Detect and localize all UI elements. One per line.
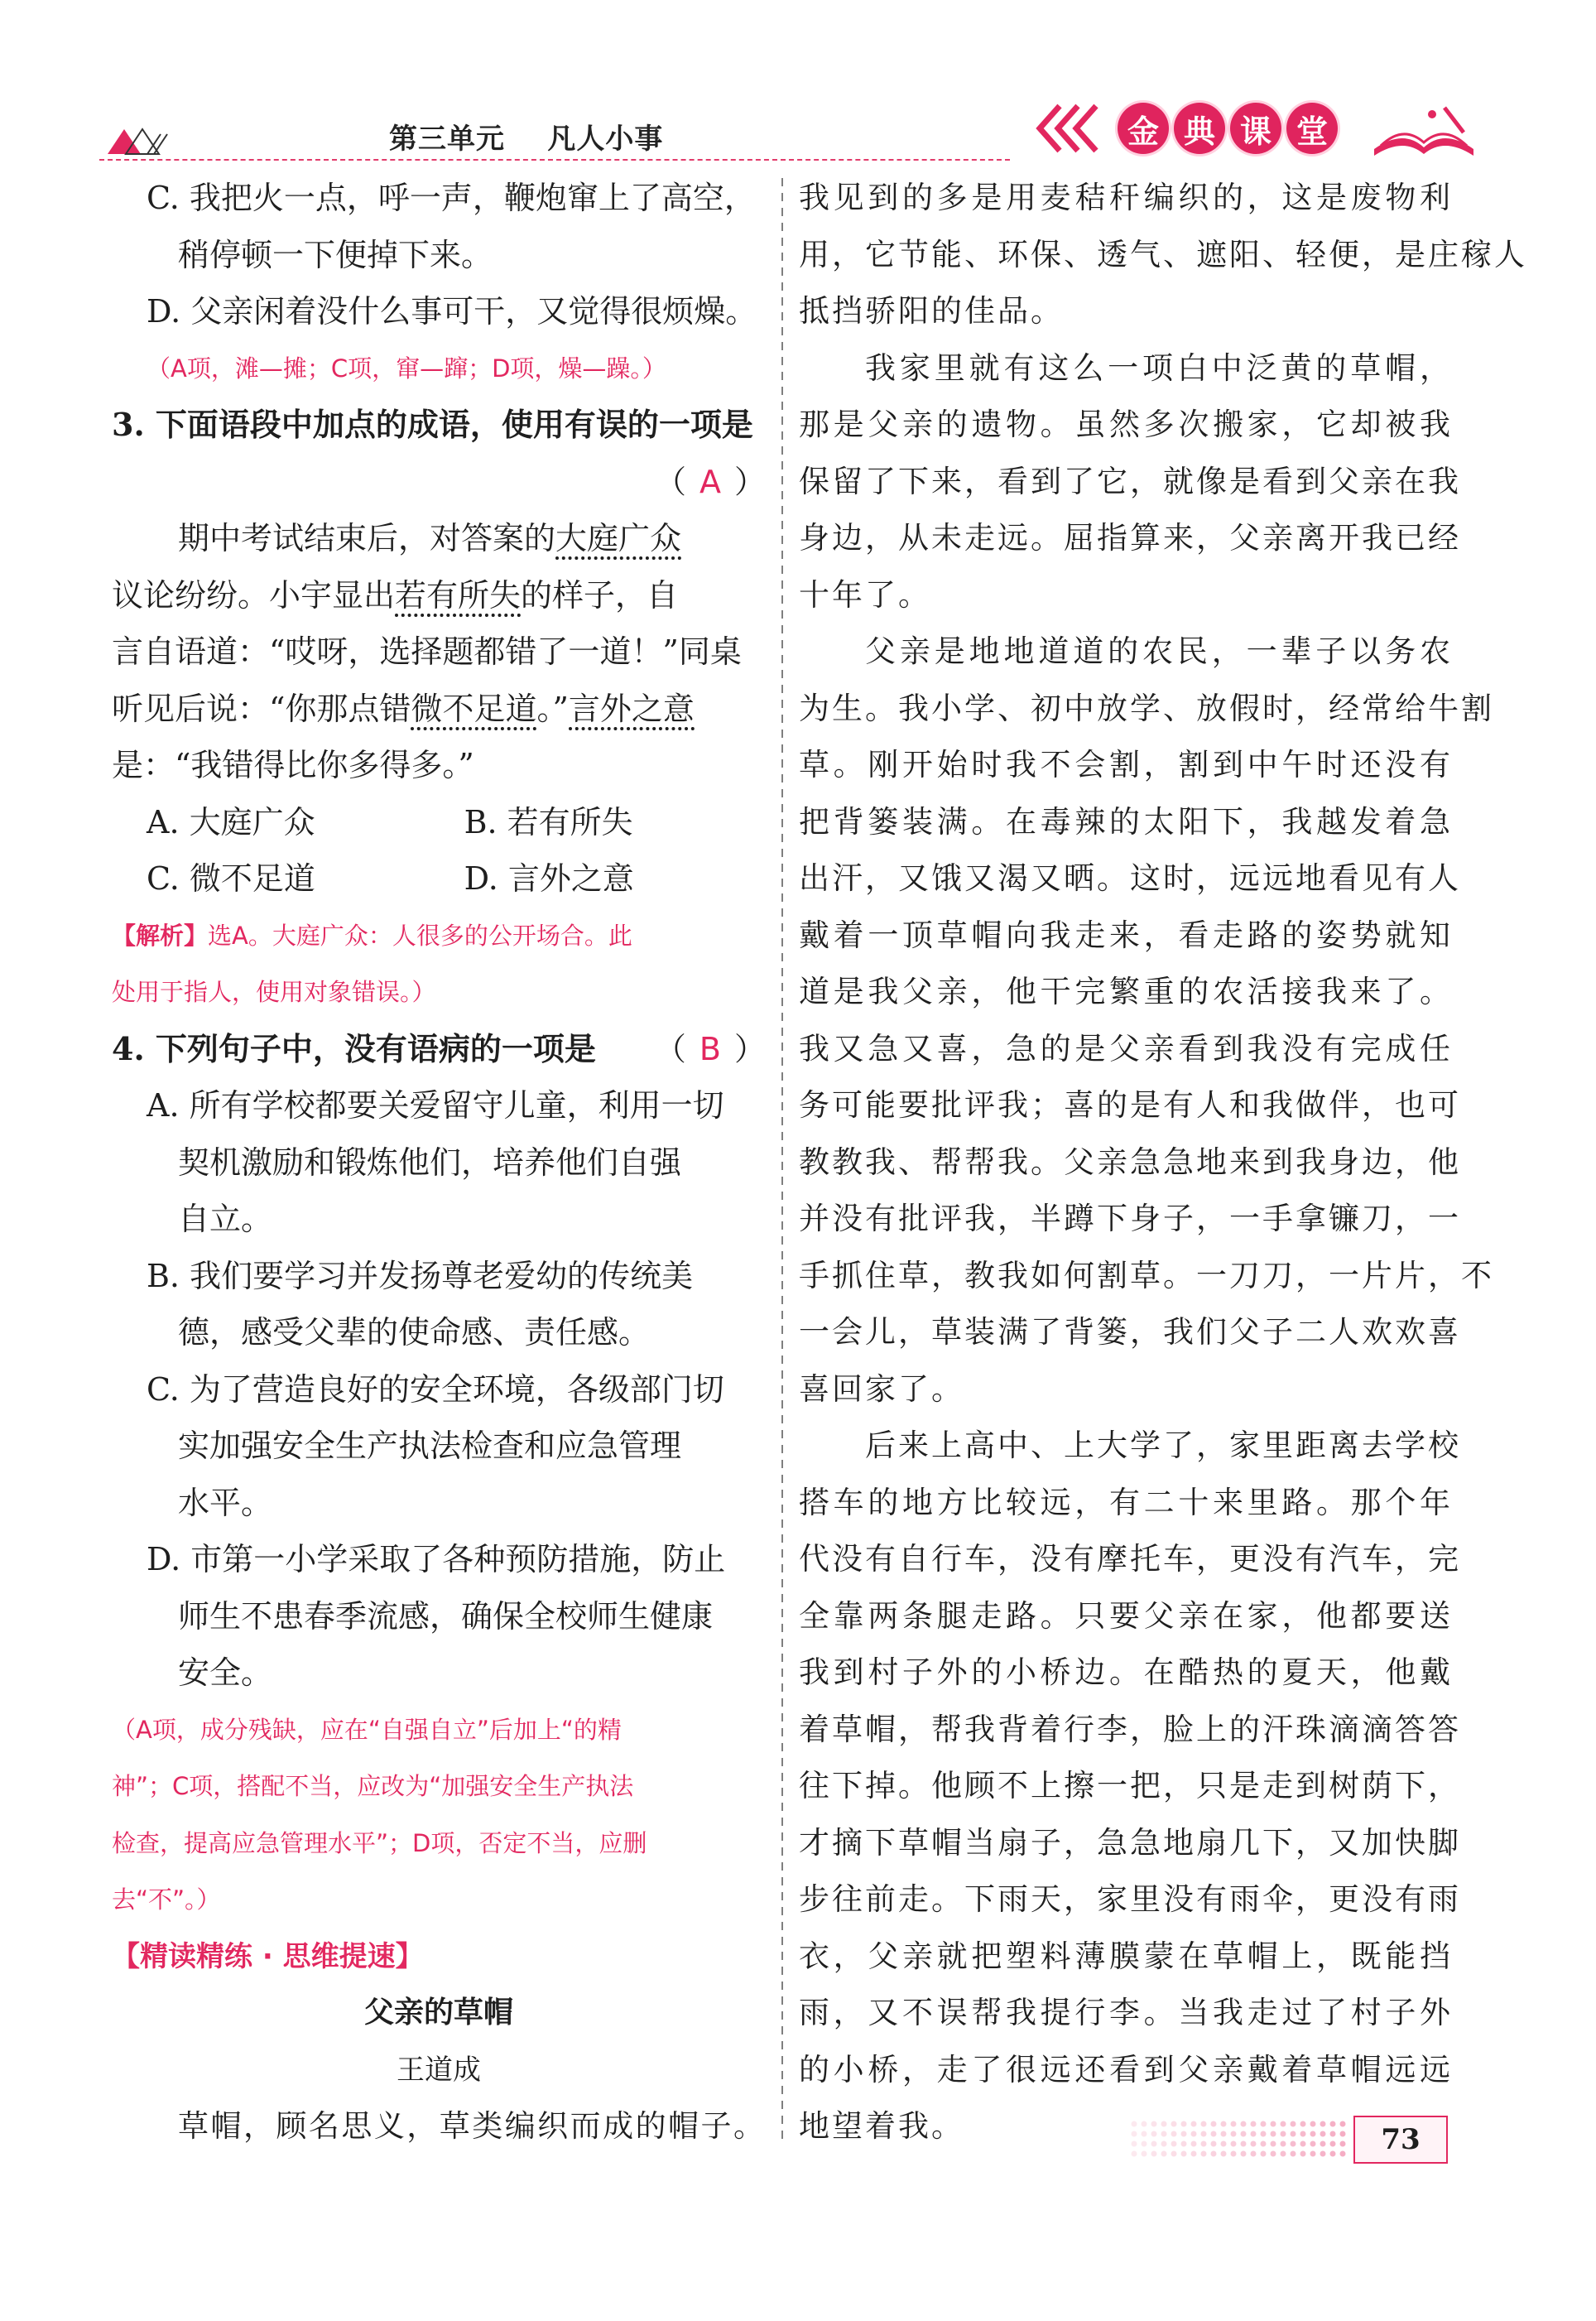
answer-note: 去“不”。） xyxy=(112,1885,221,1914)
analysis-tag: 【解析】 xyxy=(112,921,209,950)
article-line: 全靠两条腿走路。只要父亲在家，他都要送 xyxy=(799,1597,1453,1634)
section-heading: 【精读精练 · 思维提速】 xyxy=(112,1939,424,1973)
passage-line xyxy=(112,681,766,738)
brand-char: 典 xyxy=(1174,103,1225,154)
q3-answer: A xyxy=(699,463,721,500)
dotted-idiom: 言外之意 xyxy=(569,691,695,730)
passage-line xyxy=(112,567,766,624)
page-header xyxy=(99,99,1473,166)
passage-line: 是：“我错得比你多得多。” xyxy=(112,747,474,783)
article-line: 才摘下草帽当扇子，急急地扇几下，又加快脚 xyxy=(799,1824,1461,1861)
option-line: C. 我把火一点，呼一声，鞭炮窜上了高空， xyxy=(147,180,756,216)
article-line: 一会儿，草装满了背篓，我们父子二人欢欢喜 xyxy=(799,1314,1461,1350)
article-title: 父亲的草帽 xyxy=(363,1996,513,2030)
article-line: 我又急又喜，急的是父亲看到我没有完成任 xyxy=(799,1030,1453,1067)
article-line: 搭车的地方比较远，有二十来里路。那个年 xyxy=(799,1484,1453,1520)
article-line: 务可能要批评我；喜的是有人和我做伴，也可 xyxy=(799,1087,1461,1123)
passage-text: 议论纷纷。小宇显出 xyxy=(112,576,396,614)
question-stem xyxy=(112,397,766,454)
passage-text: 的样子，自 xyxy=(521,576,679,614)
options-row xyxy=(112,850,766,908)
unit-title: 第三单元 凡人小事 xyxy=(389,123,664,156)
header-dashed-line xyxy=(99,159,1010,161)
option-line: 安全。 xyxy=(178,1654,273,1691)
article-line: 十年了。 xyxy=(799,576,931,613)
article-line: 那是父亲的遗物。虽然多次搬家，它却被我 xyxy=(799,407,1453,442)
article-line: 并没有批评我，半蹲下身子，一手拿镰刀，一 xyxy=(799,1201,1461,1236)
article-line: 把背篓装满。在毒辣的太阳下，我越发着急 xyxy=(799,803,1453,840)
right-column xyxy=(799,170,1527,2155)
article-line: 的小桥，走了很远还看到父亲戴着草帽远远 xyxy=(799,2051,1453,2087)
analysis-text: 选A。大庭广众：人很多的公开场合。此 xyxy=(208,921,632,950)
article-line: 地望着我。 xyxy=(799,2108,964,2144)
article-line: 用，它节能、环保、透气、遮阳、轻便，是庄稼人 xyxy=(799,236,1527,272)
left-column xyxy=(112,170,766,2155)
question-stem xyxy=(112,1021,766,1078)
answer-note: 检查，提高应急管理水平”；D项，否定不当，应删 xyxy=(112,1828,647,1857)
article-line: 父亲是地地道道的农民，一辈子以务农 xyxy=(865,633,1453,669)
article-line: 抵挡骄阳的佳品。 xyxy=(799,293,1064,329)
article-first-text: 草帽，顾名思义，草类编织而成的帽子。 xyxy=(178,2108,766,2144)
option-line: D. 市第一小学采取了各种预防措施，防止 xyxy=(147,1541,726,1577)
brand-char: 金 xyxy=(1118,103,1169,154)
page-number: 73 xyxy=(1353,2116,1448,2164)
article-line: 步往前走。下雨天，家里没有雨伞，更没有雨 xyxy=(799,1881,1461,1917)
article-author: 王道成 xyxy=(397,2053,481,2087)
analysis-line xyxy=(112,908,766,965)
option-line: D. 父亲闲着没什么事可干，又觉得很烦燥。 xyxy=(147,293,757,330)
passage-text: 。” xyxy=(536,690,569,727)
q4-stem-text: 4. 下列句子中，没有语病的一项是 xyxy=(112,1029,596,1067)
brand-char: 课 xyxy=(1230,103,1281,154)
article-line: 后来上高中、上大学了，家里距离去学校 xyxy=(865,1428,1461,1463)
option-line: C. 为了营造良好的安全环境，各级部门切 xyxy=(147,1370,724,1408)
analysis-line: 处用于指人，使用对象错误。） xyxy=(112,978,436,1006)
article-line: 草。刚开始时我不会割，割到中午时还没有 xyxy=(799,747,1453,782)
article-line: 出汗，又饿又渴又晒。这时，远远地看见有人 xyxy=(799,860,1461,896)
article-line: 身边，从未走远。屈指算来，父亲离开我已经 xyxy=(799,520,1461,556)
option-line: 稍停顿一下便掉下来。 xyxy=(178,236,493,273)
article-line: 往下掉。他顾不上擦一把，只是走到树荫下， xyxy=(799,1768,1461,1803)
option-a: A. 大庭广众 xyxy=(147,803,315,840)
article-line: 衣，父亲就把塑料薄膜蒙在草帽上，既能挡 xyxy=(799,1938,1453,1974)
article-line: 喜回家了。 xyxy=(799,1370,964,1407)
passage-text: 期中考试结束后，对答案的 xyxy=(178,520,556,556)
article-line: 我家里就有这么一项白中泛黄的草帽， xyxy=(865,349,1453,386)
dotted-idiom: 若有所失 xyxy=(395,577,521,617)
passage-line xyxy=(112,510,766,567)
article-line: 我见到的多是用麦秸秆编织的，这是废物利 xyxy=(799,180,1453,215)
article-line: 手抓住草，教我如何割草。一刀刀，一片片，不 xyxy=(799,1257,1494,1293)
option-line: 德，感受父辈的使命感、责任感。 xyxy=(178,1314,651,1351)
brand-logo xyxy=(1118,103,1338,154)
chevrons-icon xyxy=(1035,99,1109,157)
book-icon xyxy=(1366,99,1482,162)
option-line: A. 所有学校都要关爱留守儿童，利用一切 xyxy=(147,1087,724,1124)
dotted-idiom: 大庭广众 xyxy=(555,520,681,560)
article-line: 着草帽，帮我背着行李，脸上的汗珠滴滴答答 xyxy=(799,1711,1461,1747)
column-divider xyxy=(776,178,789,2140)
option-line: 水平。 xyxy=(178,1484,273,1521)
passage-line: 言自语道：“哎呀，选择题都错了一道！”同桌 xyxy=(112,633,742,670)
option-line: B. 我们要学习并发扬尊老爱幼的传统美 xyxy=(147,1257,694,1294)
answer-note: （A项，滩—摊；C项，窜—蹿；D项，燥—躁。） xyxy=(147,354,666,383)
option-line: 自立。 xyxy=(178,1201,273,1237)
article-line: 代没有自行车，没有摩托车，更没有汽车，完 xyxy=(799,1541,1461,1577)
dot-pattern-decoration xyxy=(1126,2116,1349,2165)
answer-bracket-line: （ A ） xyxy=(654,463,766,500)
article-line: 戴着一顶草帽向我走来，看走路的姿势就知 xyxy=(799,917,1453,953)
article-line: 教教我、帮帮我。父亲急急地来到我身边，他 xyxy=(799,1144,1461,1180)
answer-note: 神”；C项，搭配不当，应改为“加强安全生产执法 xyxy=(112,1772,634,1800)
q3-stem-text: 3. 下面语段中加点的成语，使用有误的一项是 xyxy=(112,406,753,443)
article-line: 雨，又不误帮我提行李。当我走过了村子外 xyxy=(799,1995,1453,2030)
option-line: 契机激励和锻炼他们，培养他们自强 xyxy=(178,1144,682,1181)
article-line: 为生。我小学、初中放学、放假时，经常给牛割 xyxy=(799,690,1494,726)
article-line: 道是我父亲，他干完繁重的农活接我来了。 xyxy=(799,974,1453,1009)
triangle-mark-icon xyxy=(108,123,174,156)
q4-answer: B xyxy=(699,1030,721,1067)
article-line xyxy=(112,2098,766,2155)
option-d: D. 言外之意 xyxy=(464,860,634,897)
option-b: B. 若有所失 xyxy=(464,803,633,840)
article-line: 我到村子外的小桥边。在酷热的夏天，他戴 xyxy=(799,1654,1453,1690)
answer-note: （A项，成分残缺，应在“自强自立”后加上“的精 xyxy=(112,1715,622,1744)
options-row xyxy=(112,794,766,851)
option-line: 实加强安全生产执法检查和应急管理 xyxy=(178,1428,682,1464)
option-c: C. 微不足道 xyxy=(147,860,315,897)
article-line: 保留了下来，看到了它，就像是看到父亲在我 xyxy=(799,463,1461,499)
option-line: 师生不患春季流感，确保全校师生健康 xyxy=(178,1597,714,1635)
brand-char: 堂 xyxy=(1286,103,1338,154)
dotted-idiom: 微不足道 xyxy=(411,691,536,730)
passage-text: 听见后说：“你那点错 xyxy=(112,690,411,727)
answer-bracket: （ B ） xyxy=(654,1030,766,1067)
